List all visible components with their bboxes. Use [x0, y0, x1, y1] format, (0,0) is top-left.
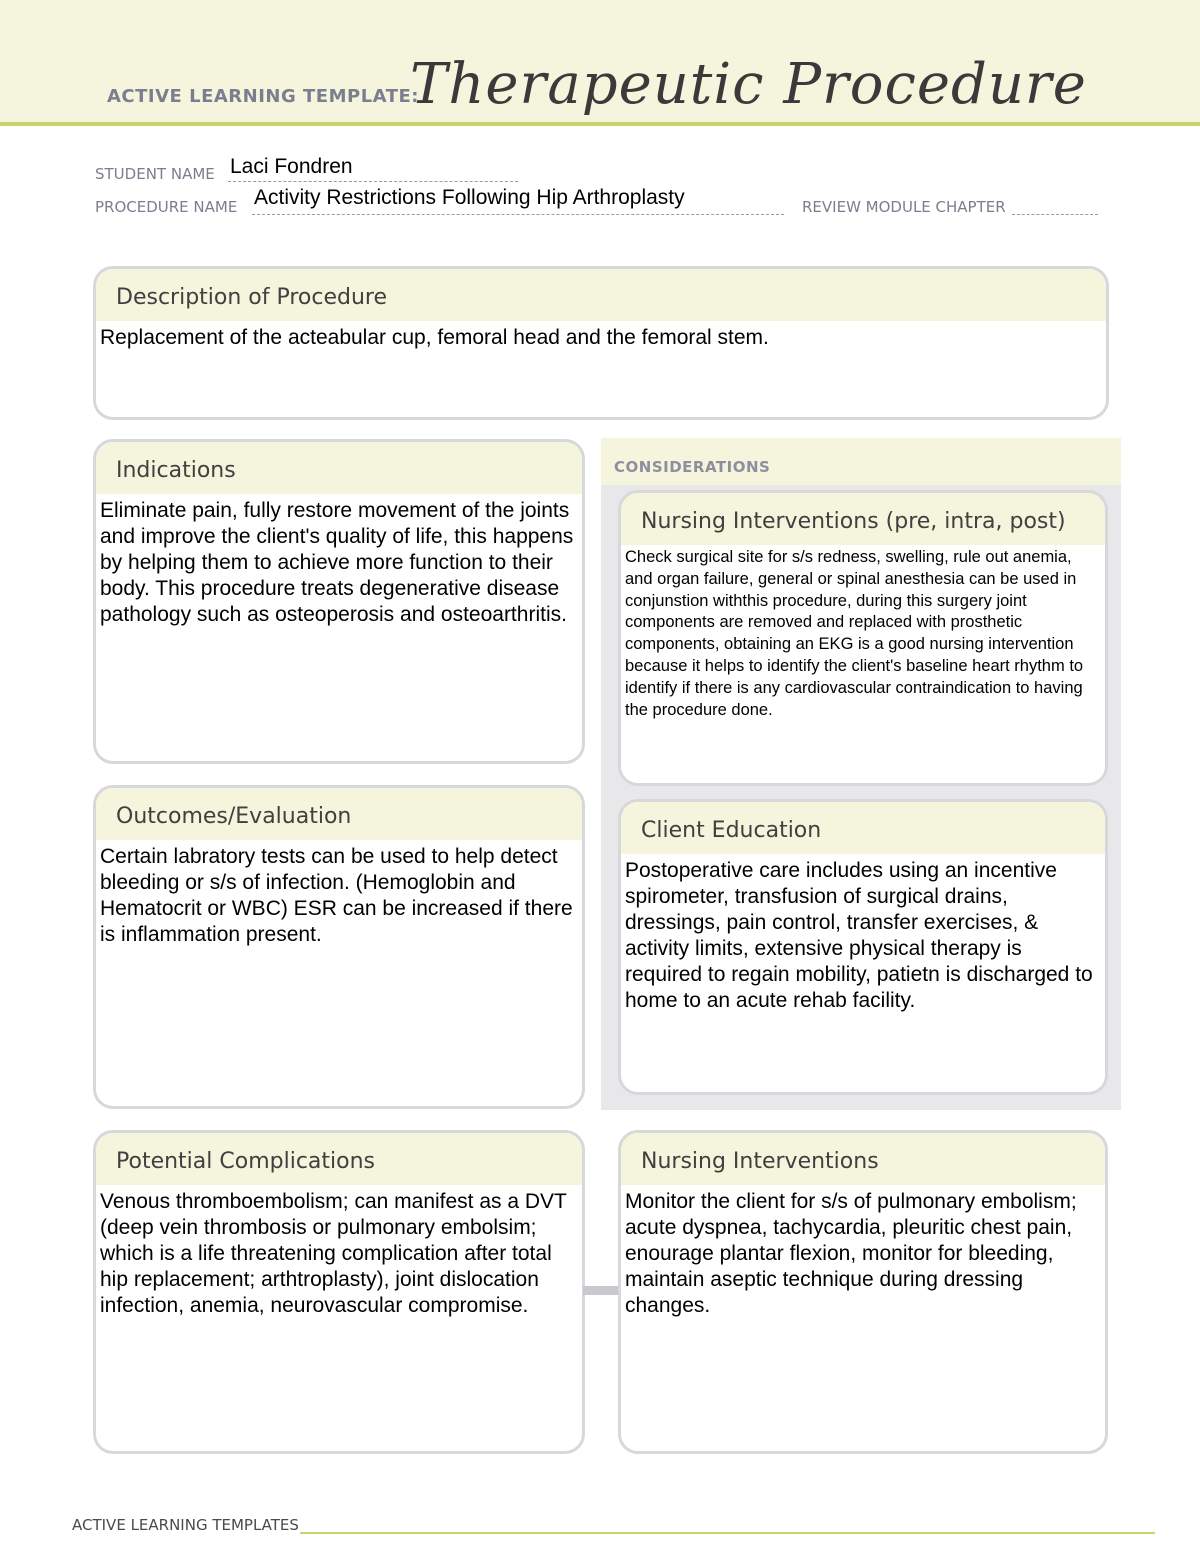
header-rule — [0, 122, 1200, 126]
page-title: Therapeutic Procedure — [410, 52, 1087, 117]
template-label: ACTIVE LEARNING TEMPLATE: — [107, 86, 419, 107]
procedure-name-label: PROCEDURE NAME — [95, 198, 238, 216]
complications-title: Potential Complications — [96, 1133, 582, 1185]
footer-rule — [300, 1532, 1155, 1534]
indications-title: Indications — [96, 442, 582, 494]
considerations-label: CONSIDERATIONS — [614, 458, 771, 476]
description-text[interactable]: Replacement of the acteabular cup, femoral head and the femoral stem. — [100, 326, 769, 349]
client-education-title: Client Education — [621, 802, 1105, 854]
nursing-interventions-pre-text[interactable]: Check surgical site for s/s redness, swelling, rule out anemia, and organ failure, general or spinal anesthesia can be used in conjunstion withthis procedure, during this surgery joint components are removed and replaced with prosthetic components, obtaining an EKG is a good nursing intervention because it helps to identify the client's baseline heart rhythm to identify if there is any cardiovascular contraindication to having the procedure done. — [625, 548, 1084, 719]
indications-box — [93, 439, 585, 764]
review-module-label: REVIEW MODULE CHAPTER — [802, 198, 1006, 216]
procedure-name-field[interactable]: Activity Restrictions Following Hip Arthroplasty — [254, 186, 685, 209]
procedure-name-underline — [252, 214, 784, 215]
review-module-field[interactable] — [1012, 214, 1098, 215]
complications-box — [93, 1130, 585, 1454]
description-box — [93, 266, 1109, 420]
nursing-interventions-box — [618, 1130, 1108, 1454]
description-title: Description of Procedure — [96, 269, 1106, 321]
outcomes-title: Outcomes/Evaluation — [96, 788, 582, 840]
student-name-field[interactable]: Laci Fondren — [230, 155, 353, 178]
nursing-interventions-pre-box — [618, 490, 1108, 786]
nursing-interventions-pre-title: Nursing Interventions (pre, intra, post) — [621, 493, 1105, 545]
student-name-underline — [228, 181, 518, 182]
connector-bar — [583, 1286, 621, 1295]
student-name-label: STUDENT NAME — [95, 165, 215, 183]
outcomes-box — [93, 785, 585, 1109]
footer-text: ACTIVE LEARNING TEMPLATES — [72, 1516, 299, 1534]
client-education-text[interactable]: Postoperative care includes using an incentive spirometer, transfusion of surgical drains, dressings, pain control, transfer exercises, & activity limits, extensive physical therapy is required to regain mobility, patietn is discharged to home to an acute rehab facility. — [625, 859, 1093, 1012]
client-education-box — [618, 799, 1108, 1095]
outcomes-text[interactable]: Certain labratory tests can be used to help detect bleeding or s/s of infection. (Hemoglobin and Hematocrit or WBC) ESR can be increased if there is inflammation present. — [100, 845, 573, 946]
nursing-interventions-title: Nursing Interventions — [621, 1133, 1105, 1185]
indications-text[interactable]: Eliminate pain, fully restore movement of the joints and improve the client's quality of life, this happens by helping them to achieve more function to their body. This procedure treats degenerative disease pathology such as osteoperosis and osteoarthritis. — [100, 499, 574, 626]
nursing-interventions-text[interactable]: Monitor the client for s/s of pulmonary embolism; acute dyspnea, tachycardia, pleuritic chest pain, enourage plantar flexion, monitor for bleeding, maintain aseptic technique during dressing changes. — [625, 1190, 1077, 1317]
complications-text[interactable]: Venous thromboembolism; can manifest as a DVT (deep vein thrombosis or pulmonary embolsim; which is a life threatening complication after total hip replacement; arthtroplasty), joint dislocation infection, anemia, neurovascular compromise. — [100, 1190, 567, 1317]
